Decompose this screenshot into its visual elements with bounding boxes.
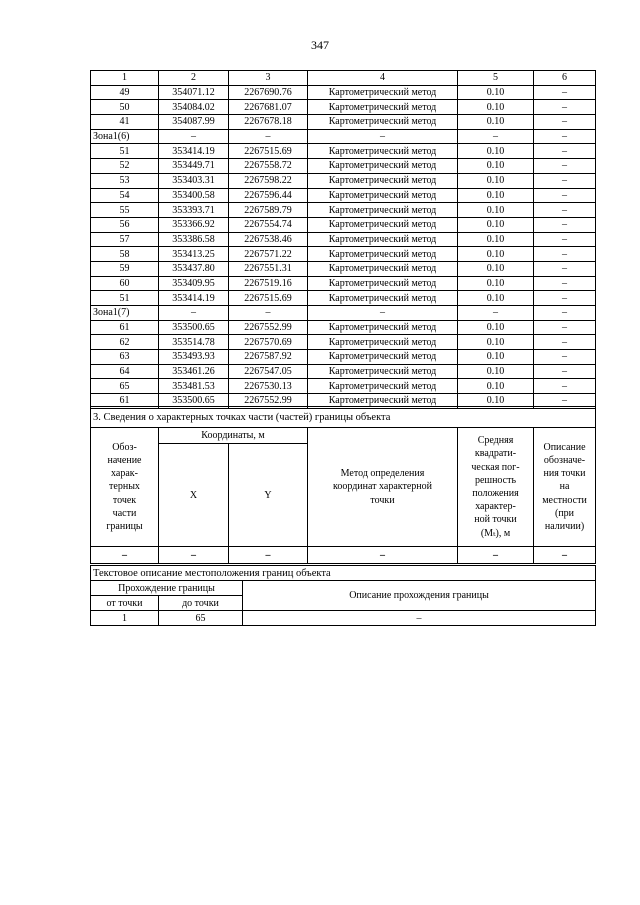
y-coordinate-cell: 2267596.44 xyxy=(229,188,308,203)
x-coordinate-cell: – xyxy=(159,306,229,321)
x-coordinate-cell: 354087.99 xyxy=(159,115,229,130)
accuracy-cell: 0.10 xyxy=(458,203,534,218)
table-row xyxy=(91,247,596,262)
accuracy-cell: 0.10 xyxy=(458,100,534,115)
description-cell: – xyxy=(534,100,596,115)
table-row xyxy=(91,203,596,218)
method-cell: Картометрический метод xyxy=(308,276,458,291)
y-coordinate-cell: 2267558.72 xyxy=(229,159,308,174)
table-row xyxy=(91,611,596,626)
description-cell: – xyxy=(534,247,596,262)
passage-description-column-header: Описание прохождения границы xyxy=(243,581,596,611)
empty-value-cell: – xyxy=(458,547,534,564)
table-row xyxy=(91,335,596,350)
y-coordinate-cell: 2267681.07 xyxy=(229,100,308,115)
y-coordinate-cell: 2267598.22 xyxy=(229,173,308,188)
passage-description-cell: – xyxy=(243,611,596,626)
accuracy-cell: 0.10 xyxy=(458,320,534,335)
zone-label-cell: Зона1(6) xyxy=(91,129,159,144)
description-cell: – xyxy=(534,276,596,291)
point-number-cell: 59 xyxy=(91,261,159,276)
point-number-cell: 54 xyxy=(91,188,159,203)
table-row xyxy=(91,261,596,276)
y-coordinate-cell: 2267589.79 xyxy=(229,203,308,218)
column-number-header: 3 xyxy=(229,71,308,86)
point-number-cell: 57 xyxy=(91,232,159,247)
column-number-header: 6 xyxy=(534,71,596,86)
method-cell: Картометрический метод xyxy=(308,217,458,232)
description-cell: – xyxy=(534,350,596,365)
accuracy-cell: 0.10 xyxy=(458,364,534,379)
point-number-cell: 53 xyxy=(91,173,159,188)
method-cell: Картометрический метод xyxy=(308,335,458,350)
description-cell: – xyxy=(534,115,596,130)
column-number-header: 2 xyxy=(159,71,229,86)
description-cell: – xyxy=(534,129,596,144)
point-number-cell: 61 xyxy=(91,394,159,409)
method-cell: Картометрический метод xyxy=(308,100,458,115)
accuracy-cell: 0.10 xyxy=(458,217,534,232)
y-coordinate-cell: 2267551.31 xyxy=(229,261,308,276)
x-coordinate-cell: 353386.58 xyxy=(159,232,229,247)
point-number-cell: 64 xyxy=(91,364,159,379)
accuracy-cell: 0.10 xyxy=(458,291,534,306)
boundary-parts-table xyxy=(90,406,596,564)
designation-column-header: Обоз- начение харак- терных точек части границы xyxy=(91,428,159,547)
table-row xyxy=(91,85,596,100)
x-coordinate-cell: 353500.65 xyxy=(159,394,229,409)
method-cell: – xyxy=(308,129,458,144)
method-cell: Картометрический метод xyxy=(308,115,458,130)
table-header-row xyxy=(91,71,596,86)
table-row xyxy=(91,364,596,379)
y-coordinate-cell: 2267678.18 xyxy=(229,115,308,130)
text-description-table xyxy=(90,565,596,626)
point-number-cell: 52 xyxy=(91,159,159,174)
accuracy-cell: 0.10 xyxy=(458,85,534,100)
x-coordinate-cell: 354071.12 xyxy=(159,85,229,100)
description-cell: – xyxy=(534,203,596,218)
point-number-cell: 49 xyxy=(91,85,159,100)
x-coordinate-cell: 353413.25 xyxy=(159,247,229,262)
empty-value-cell: – xyxy=(229,547,308,564)
method-cell: Картометрический метод xyxy=(308,144,458,159)
point-number-cell: 50 xyxy=(91,100,159,115)
zone-row xyxy=(91,129,596,144)
y-coordinate-cell: 2267515.69 xyxy=(229,291,308,306)
point-number-cell: 60 xyxy=(91,276,159,291)
from-point-cell: 1 xyxy=(91,611,159,626)
y-coordinate-cell: 2267554.74 xyxy=(229,217,308,232)
empty-value-cell: – xyxy=(534,547,596,564)
column-number-header: 5 xyxy=(458,71,534,86)
method-cell: Картометрический метод xyxy=(308,394,458,409)
table-row xyxy=(91,115,596,130)
column-number-header: 4 xyxy=(308,71,458,86)
table-row xyxy=(91,159,596,174)
accuracy-cell: 0.10 xyxy=(458,261,534,276)
point-number-cell: 65 xyxy=(91,379,159,394)
description-cell: – xyxy=(534,261,596,276)
point-number-cell: 58 xyxy=(91,247,159,262)
x-coordinate-cell: 353514.78 xyxy=(159,335,229,350)
y-column-header: Y xyxy=(229,444,308,547)
y-coordinate-cell: 2267530.13 xyxy=(229,379,308,394)
description-cell: – xyxy=(534,320,596,335)
accuracy-cell: 0.10 xyxy=(458,350,534,365)
point-number-cell: 63 xyxy=(91,350,159,365)
accuracy-cell: 0.10 xyxy=(458,115,534,130)
accuracy-cell: 0.10 xyxy=(458,159,534,174)
point-number-cell: 51 xyxy=(91,144,159,159)
accuracy-cell: 0.10 xyxy=(458,188,534,203)
table-row xyxy=(91,217,596,232)
y-coordinate-cell: 2267515.69 xyxy=(229,144,308,159)
y-coordinate-cell: 2267587.92 xyxy=(229,350,308,365)
x-column-header: X xyxy=(159,444,229,547)
table-row xyxy=(91,100,596,115)
description-cell: – xyxy=(534,173,596,188)
y-coordinate-cell: 2267538.46 xyxy=(229,232,308,247)
table-row xyxy=(91,547,596,564)
point-number-cell: 55 xyxy=(91,203,159,218)
x-coordinate-cell: 353393.71 xyxy=(159,203,229,218)
table-row xyxy=(91,350,596,365)
accuracy-cell: 0.10 xyxy=(458,232,534,247)
point-number-cell: 61 xyxy=(91,320,159,335)
method-cell: Картометрический метод xyxy=(308,203,458,218)
accuracy-cell: 0.10 xyxy=(458,335,534,350)
x-coordinate-cell: 353449.71 xyxy=(159,159,229,174)
x-coordinate-cell: 353414.19 xyxy=(159,291,229,306)
table-row xyxy=(91,188,596,203)
column-number-header: 1 xyxy=(91,71,159,86)
accuracy-cell: 0.10 xyxy=(458,394,534,409)
to-point-column-header: до точки xyxy=(159,596,243,611)
point-number-cell: 56 xyxy=(91,217,159,232)
x-coordinate-cell: 353366.92 xyxy=(159,217,229,232)
method-cell: Картометрический метод xyxy=(308,320,458,335)
x-coordinate-cell: 353403.31 xyxy=(159,173,229,188)
description-cell: – xyxy=(534,217,596,232)
section-3-title: 3. Сведения о характерных точках части (частей) границы объекта xyxy=(91,407,596,428)
y-coordinate-cell: – xyxy=(229,129,308,144)
point-number-cell: 41 xyxy=(91,115,159,130)
description-cell: – xyxy=(534,306,596,321)
x-coordinate-cell: 353437.80 xyxy=(159,261,229,276)
empty-value-cell: – xyxy=(308,547,458,564)
method-cell: Картометрический метод xyxy=(308,247,458,262)
table-row xyxy=(91,379,596,394)
method-cell: Картометрический метод xyxy=(308,159,458,174)
y-coordinate-cell: 2267547.05 xyxy=(229,364,308,379)
table-row xyxy=(91,173,596,188)
method-column-header: Метод определения координат характерной точки xyxy=(308,428,458,547)
zone-row xyxy=(91,306,596,321)
x-coordinate-cell: 354084.02 xyxy=(159,100,229,115)
x-coordinate-cell: 353400.58 xyxy=(159,188,229,203)
method-cell: Картометрический метод xyxy=(308,379,458,394)
y-coordinate-cell: 2267519.16 xyxy=(229,276,308,291)
y-coordinate-cell: 2267552.99 xyxy=(229,320,308,335)
description-cell: – xyxy=(534,159,596,174)
description-cell: – xyxy=(534,394,596,409)
from-point-column-header: от точки xyxy=(91,596,159,611)
to-point-cell: 65 xyxy=(159,611,243,626)
point-number-cell: 62 xyxy=(91,335,159,350)
accuracy-cell: 0.10 xyxy=(458,144,534,159)
accuracy-cell: 0.10 xyxy=(458,379,534,394)
empty-value-cell: – xyxy=(159,547,229,564)
method-cell: Картометрический метод xyxy=(308,173,458,188)
accuracy-cell: 0.10 xyxy=(458,247,534,262)
table-row xyxy=(91,232,596,247)
description-cell: – xyxy=(534,144,596,159)
description-cell: – xyxy=(534,379,596,394)
x-coordinate-cell: 353481.53 xyxy=(159,379,229,394)
table-row xyxy=(91,291,596,306)
empty-value-cell: – xyxy=(91,547,159,564)
method-cell: – xyxy=(308,306,458,321)
page-number: 347 xyxy=(311,38,329,52)
y-coordinate-cell: 2267570.69 xyxy=(229,335,308,350)
passage-column-header: Прохождение границы xyxy=(91,581,243,596)
accuracy-cell: 0.10 xyxy=(458,173,534,188)
description-cell: – xyxy=(534,364,596,379)
coordinates-column-header: Координаты, м xyxy=(159,428,308,444)
zone-label-cell: Зона1(7) xyxy=(91,306,159,321)
method-cell: Картометрический метод xyxy=(308,364,458,379)
coordinates-table xyxy=(90,70,596,409)
description-cell: – xyxy=(534,85,596,100)
accuracy-cell: 0.10 xyxy=(458,276,534,291)
y-coordinate-cell: 2267571.22 xyxy=(229,247,308,262)
table-row xyxy=(91,320,596,335)
point-description-column-header: Описание обозначе- ния точки на местности (при наличии) xyxy=(534,428,596,547)
description-cell: – xyxy=(534,188,596,203)
table-row xyxy=(91,276,596,291)
method-cell: Картометрический метод xyxy=(308,188,458,203)
y-coordinate-cell: 2267552.99 xyxy=(229,394,308,409)
x-coordinate-cell: 353414.19 xyxy=(159,144,229,159)
x-coordinate-cell: 353500.65 xyxy=(159,320,229,335)
x-coordinate-cell: 353461.26 xyxy=(159,364,229,379)
method-cell: Картометрический метод xyxy=(308,232,458,247)
method-cell: Картометрический метод xyxy=(308,291,458,306)
description-cell: – xyxy=(534,335,596,350)
method-cell: Картометрический метод xyxy=(308,350,458,365)
point-number-cell: 51 xyxy=(91,291,159,306)
accuracy-column-header: Средняя квадрати- ческая пог- решность положения характер- ной точки (Mₜ), м xyxy=(458,428,534,547)
text-description-title: Текстовое описание местоположения границ объекта xyxy=(91,566,596,581)
x-coordinate-cell: – xyxy=(159,129,229,144)
x-coordinate-cell: 353409.95 xyxy=(159,276,229,291)
method-cell: Картометрический метод xyxy=(308,261,458,276)
table-row xyxy=(91,144,596,159)
accuracy-cell: – xyxy=(458,306,534,321)
x-coordinate-cell: 353493.93 xyxy=(159,350,229,365)
y-coordinate-cell: – xyxy=(229,306,308,321)
description-cell: – xyxy=(534,232,596,247)
y-coordinate-cell: 2267690.76 xyxy=(229,85,308,100)
description-cell: – xyxy=(534,291,596,306)
method-cell: Картометрический метод xyxy=(308,85,458,100)
accuracy-cell: – xyxy=(458,129,534,144)
